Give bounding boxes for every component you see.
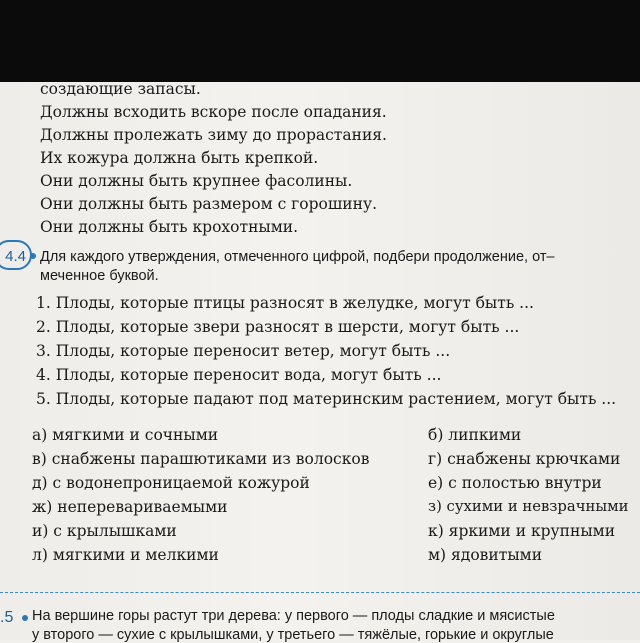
text-line: создающие запасы. <box>40 80 201 98</box>
option-right: е) с полостью внутри <box>428 474 602 492</box>
option-right: з) сухими и невзрачными <box>428 498 629 515</box>
task-instruction: меченное буквой. <box>40 268 159 284</box>
option-right: к) яркими и крупными <box>428 522 616 540</box>
task-bullet-icon <box>30 253 36 259</box>
task-bullet-icon <box>22 615 28 621</box>
text-line: Их кожура должна быть крепкой. <box>40 149 319 167</box>
text-line: Они должны быть размером с горошину. <box>40 195 377 213</box>
option-left: а) мягкими и сочными <box>32 426 219 444</box>
option-left: в) снабжены парашютиками из волосков <box>32 450 370 468</box>
text-line: Должны всходить вскоре после опадания. <box>40 103 387 121</box>
statement: 2. Плоды, которые звери разносят в шерсти, могут быть ... <box>36 318 520 336</box>
task-text: у второго — сухие с крылышками, у третьего — тяжёлые, горькие и округлые <box>32 627 554 643</box>
statement: 3. Плоды, которые переносит ветер, могут быть ... <box>36 342 451 360</box>
text-line: Они должны быть крупнее фасолины. <box>40 172 353 190</box>
statement: 1. Плоды, которые птицы разносят в желудке, могут быть ... <box>36 294 534 312</box>
option-right: б) липкими <box>428 426 522 444</box>
option-left: л) мягкими и мелкими <box>32 546 219 564</box>
option-left: д) с водонепроницаемой кожурой <box>32 474 310 492</box>
text-line: Они должны быть крохотными. <box>40 218 299 236</box>
section-divider <box>0 592 640 593</box>
task-number-badge: 4.4 <box>0 240 32 270</box>
option-right: м) ядовитыми <box>428 546 543 564</box>
statement: 4. Плоды, которые переносит вода, могут быть ... <box>36 366 442 384</box>
task-text: На вершине горы растут три дерева: у первого — плоды сладкие и мясистые <box>32 608 555 624</box>
statement: 5. Плоды, которые падают под материнским растением, могут быть ... <box>36 390 617 408</box>
task-instruction: Для каждого утверждения, отмеченного цифрой, подбери продолжение, от– <box>40 249 555 265</box>
option-left: и) с крылышками <box>32 522 177 540</box>
option-right: г) снабжены крючками <box>428 450 621 468</box>
dark-top-band <box>0 0 640 82</box>
text-line: Должны пролежать зиму до прорастания. <box>40 126 387 144</box>
task-number: .5 <box>0 609 14 626</box>
option-left: ж) неперевариваемыми <box>32 498 228 516</box>
